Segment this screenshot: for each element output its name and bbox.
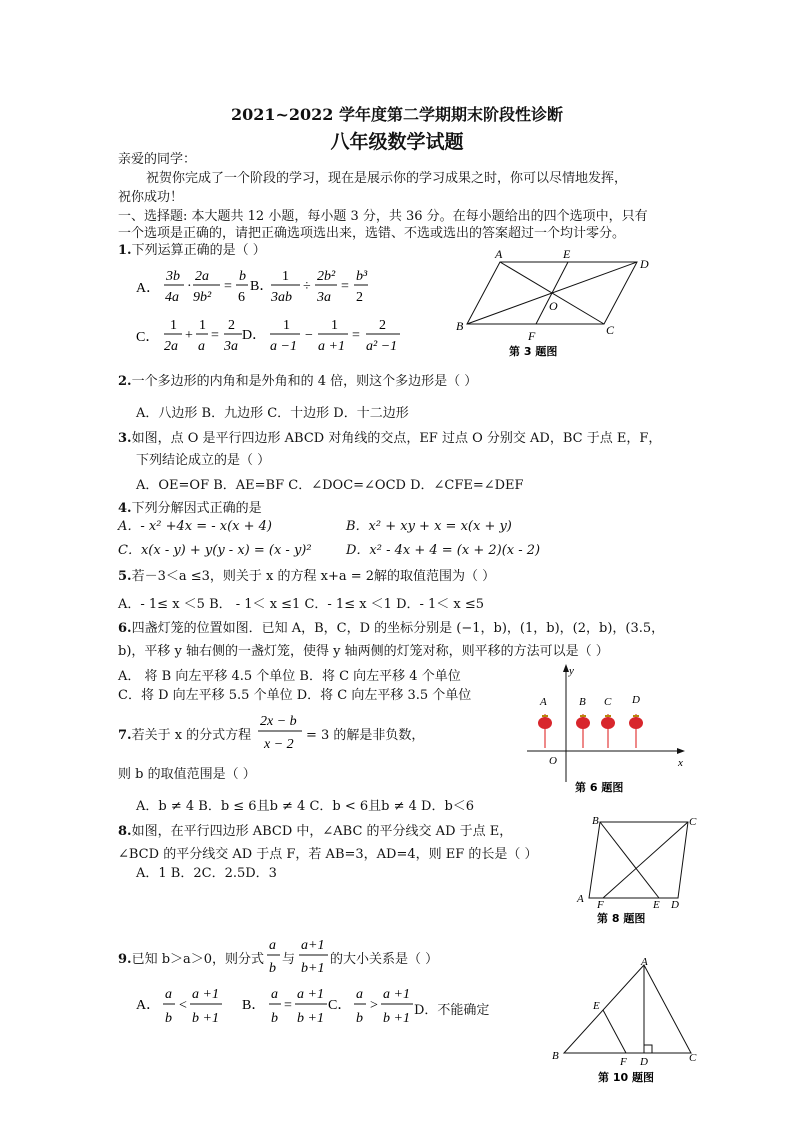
svg-text:3a: 3a xyxy=(317,290,331,305)
intro-line-2: 祝你成功！ xyxy=(118,190,184,205)
svg-text:A．: A． xyxy=(136,998,161,1013)
svg-text:<: < xyxy=(179,998,187,1013)
fig8-label: C xyxy=(689,816,697,828)
figure-10-triangle xyxy=(548,955,708,1087)
fig6-lantern-label: A xyxy=(540,696,547,708)
question-6: 6.四盏灯笼的位置如图．已知 A，B，C，D 的坐标分别是 (−1，b)，(1，b)，(2，b)，(3.5， xyxy=(118,621,665,636)
lantern-c-icon xyxy=(601,714,615,748)
fig10-label: C xyxy=(689,1052,697,1064)
question-9: 9.已知 b＞a＞0，则分式 xyxy=(118,952,265,967)
question-3-stem-2: 下列结论成立的是（ ） xyxy=(136,453,271,468)
svg-text:=: = xyxy=(284,998,292,1013)
fig6-y-label: y xyxy=(569,665,574,677)
question-8-stem-2: ∠BCD 的平分线交 AD 于点 F，若 AB=3，AD=4，则 EF 的长是（ ） xyxy=(118,847,538,862)
fig8-label: F xyxy=(597,899,604,911)
svg-text:x − 2: x − 2 xyxy=(264,737,294,752)
svg-text:a −1: a −1 xyxy=(270,339,297,354)
svg-text:a +1: a +1 xyxy=(383,987,410,1002)
svg-text:a: a xyxy=(356,987,363,1002)
question-8: 8.如图，在平行四边形 ABCD 中，∠ABC 的平分线交 AD 于点 E， xyxy=(118,824,513,839)
question-1: 1.下列运算正确的是（ ） xyxy=(118,243,266,258)
svg-text:a +1: a +1 xyxy=(192,987,219,1002)
fig3-label: E xyxy=(563,247,571,261)
fig8-label: A xyxy=(577,893,584,905)
svg-text:b: b xyxy=(271,1011,278,1026)
intro-line-1: 祝贺你完成了一个阶段的学习，现在是展示你的学习成果之时，你可以尽情地发挥， xyxy=(146,171,628,186)
svg-text:3a: 3a xyxy=(224,339,238,354)
question-4-option-c: C．x(x - y) + y(y - x) = (x - y)² xyxy=(118,543,312,558)
svg-text:>: > xyxy=(370,998,378,1013)
fig6-lantern-label: C xyxy=(604,696,612,708)
figure-3-parallelogram xyxy=(455,246,655,361)
question-2: 2.一个多边形的内角和是外角和的 4 倍，则这个多边形是（ ） xyxy=(118,374,478,389)
svg-text:1: 1 xyxy=(331,318,338,333)
figure-8-parallelogram xyxy=(575,812,710,928)
fig10-caption: 第 10 题图 xyxy=(598,1071,654,1084)
fig10-label: A xyxy=(641,956,648,968)
svg-text:3ab: 3ab xyxy=(271,290,292,305)
svg-text:b +1: b +1 xyxy=(383,1011,410,1026)
svg-text:C．: C． xyxy=(328,998,352,1013)
lantern-b-icon xyxy=(576,714,590,748)
svg-text:2: 2 xyxy=(356,290,363,305)
fig10-label: B xyxy=(552,1050,559,1062)
svg-text:a: a xyxy=(269,938,276,953)
svg-text:2a: 2a xyxy=(195,269,209,284)
svg-text:b³: b³ xyxy=(356,269,368,284)
svg-text:2: 2 xyxy=(228,318,235,333)
question-9-tail: 的大小关系是（ ） xyxy=(330,952,439,967)
fig3-label: O xyxy=(549,299,558,313)
question-2-options: A．八边形 B．九边形 C．十边形 D．十二边形 xyxy=(136,406,409,421)
svg-text:=: = xyxy=(211,328,219,343)
question-3-options: A．OE=OF B．AE=BF C．∠DOC=∠OCD D．∠CFE=∠DEF xyxy=(136,478,524,493)
question-6-options-ab: A． 将 B 向左平移 4.5 个单位 B．将 C 向左平移 4 个单位 xyxy=(118,669,461,684)
svg-text:−: − xyxy=(305,328,313,343)
svg-text:3b: 3b xyxy=(166,269,180,284)
question-4: 4.下列分解因式正确的是 xyxy=(118,501,262,516)
question-5-options: A．- 1≤ x ＜5 B． - 1＜ x ≤1 C．- 1≤ x ＜1 D．- 1＜ x ≤5 xyxy=(118,597,485,612)
svg-text:=: = xyxy=(341,279,349,294)
question-8-options: A．1 B．2C．2.5D．3 xyxy=(136,866,277,881)
svg-text:B．: B． xyxy=(242,998,266,1013)
lantern-a-icon xyxy=(538,714,552,748)
svg-text:D．: D． xyxy=(242,328,267,343)
q1-options-math xyxy=(130,262,450,362)
svg-text:2a: 2a xyxy=(164,339,178,354)
svg-text:+: + xyxy=(185,328,193,343)
svg-text:a: a xyxy=(165,987,172,1002)
svg-text:b+1: b+1 xyxy=(301,961,325,976)
fig6-caption: 第 6 题图 xyxy=(575,781,624,794)
svg-text:B．: B． xyxy=(250,279,274,294)
svg-text:b +1: b +1 xyxy=(297,1011,324,1026)
question-9-option-d: D．不能确定 xyxy=(414,1003,490,1018)
svg-text:b: b xyxy=(269,961,276,976)
question-6-stem-2: b)，平移 y 轴右侧的一盏灯笼，使得 y 轴两侧的灯笼对称，则平移的方法可以是（ ） xyxy=(118,644,609,659)
svg-text:A．: A． xyxy=(136,281,161,296)
figure-6-lanterns xyxy=(525,660,695,800)
svg-text:a +1: a +1 xyxy=(318,339,345,354)
fig6-lantern-label: D xyxy=(632,694,640,706)
fig3-label: B xyxy=(456,319,464,333)
svg-text:b: b xyxy=(165,1011,172,1026)
question-4-option-b: B．x² + xy + x = x(x + y) xyxy=(346,519,512,534)
svg-text:a² −1: a² −1 xyxy=(366,339,398,354)
fig10-label: E xyxy=(593,1000,600,1012)
fig6-lantern-label: B xyxy=(579,696,586,708)
svg-text:a+1: a+1 xyxy=(301,938,325,953)
svg-text:b: b xyxy=(239,269,246,284)
question-7: 7.若关于 x 的分式方程 xyxy=(118,728,252,743)
svg-text:C．: C． xyxy=(136,330,160,345)
greeting: 亲爱的同学： xyxy=(118,152,197,167)
svg-text:a +1: a +1 xyxy=(297,987,324,1002)
fig3-caption: 第 3 题图 xyxy=(509,345,558,358)
svg-text:=: = xyxy=(352,328,360,343)
section-instruction-2: 一个选项是正确的，请把正确选项选出来，选错、不选或选出的答案超过一个均计零分。 xyxy=(118,226,626,241)
fig8-label: D xyxy=(671,899,679,911)
exam-subtitle: 八年级数学试题 xyxy=(330,131,464,153)
question-9-and: 与 xyxy=(282,952,296,967)
fig3-label: A xyxy=(495,247,503,261)
fig6-x-label: x xyxy=(678,757,683,769)
question-5: 5.若－3＜a ≤3，则关于 x 的方程 x+a = 2解的取值范围为（ ） xyxy=(118,569,496,584)
svg-text:b +1: b +1 xyxy=(192,1011,219,1026)
svg-text:4a: 4a xyxy=(165,290,179,305)
svg-text:2b²: 2b² xyxy=(317,269,336,284)
question-7-stem-2: 则 b 的取值范围是（ ） xyxy=(118,767,256,782)
svg-text:=: = xyxy=(224,279,232,294)
question-7-tail: = 3 的解是非负数， xyxy=(306,728,425,743)
svg-text:6: 6 xyxy=(238,290,245,305)
svg-text:b: b xyxy=(356,1011,363,1026)
svg-text:1: 1 xyxy=(170,318,177,333)
svg-text:1: 1 xyxy=(283,318,290,333)
exam-title: 2021~2022 学年度第二学期期末阶段性诊断 xyxy=(230,105,564,124)
svg-text:2x − b: 2x − b xyxy=(260,714,297,729)
svg-text:1: 1 xyxy=(199,318,206,333)
fig8-label: B xyxy=(592,815,599,827)
section-instruction-1: 一、选择题: 本大题共 12 小题，每小题 3 分，共 36 分。在每小题给出的四个选项中，只有 xyxy=(118,209,648,224)
svg-text:9b²: 9b² xyxy=(193,290,212,305)
fig3-label: D xyxy=(640,257,649,271)
question-4-option-a: A．- x² +4x = - x(x + 4) xyxy=(118,519,273,534)
svg-text:a: a xyxy=(198,339,205,354)
svg-text:·: · xyxy=(187,279,192,294)
question-3: 3.如图，点 O 是平行四边形 ABCD 对角线的交点，EF 过点 O 分别交 AD，BC 于点 E，F， xyxy=(118,431,662,446)
fig10-label: D xyxy=(640,1056,648,1068)
fig10-label: F xyxy=(620,1056,627,1068)
question-7-options: A．b ≠ 4 B．b ≤ 6且b ≠ 4 C．b < 6且b ≠ 4 D．b＜6 xyxy=(136,799,475,814)
question-4-option-d: D．x² - 4x + 4 = (x + 2)(x - 2) xyxy=(346,543,541,558)
svg-text:÷: ÷ xyxy=(303,279,311,294)
svg-text:a: a xyxy=(271,987,278,1002)
fig3-label: C xyxy=(606,323,615,337)
svg-text:1: 1 xyxy=(282,269,289,284)
fig8-label: E xyxy=(653,899,660,911)
question-6-options-cd: C．将 D 向左平移 5.5 个单位 D．将 C 向左平移 3.5 个单位 xyxy=(118,688,472,703)
svg-text:2: 2 xyxy=(379,318,386,333)
lantern-d-icon xyxy=(629,714,643,748)
fig6-origin-label: O xyxy=(549,755,557,767)
fig3-label: F xyxy=(528,329,536,343)
fig8-caption: 第 8 题图 xyxy=(597,912,646,925)
